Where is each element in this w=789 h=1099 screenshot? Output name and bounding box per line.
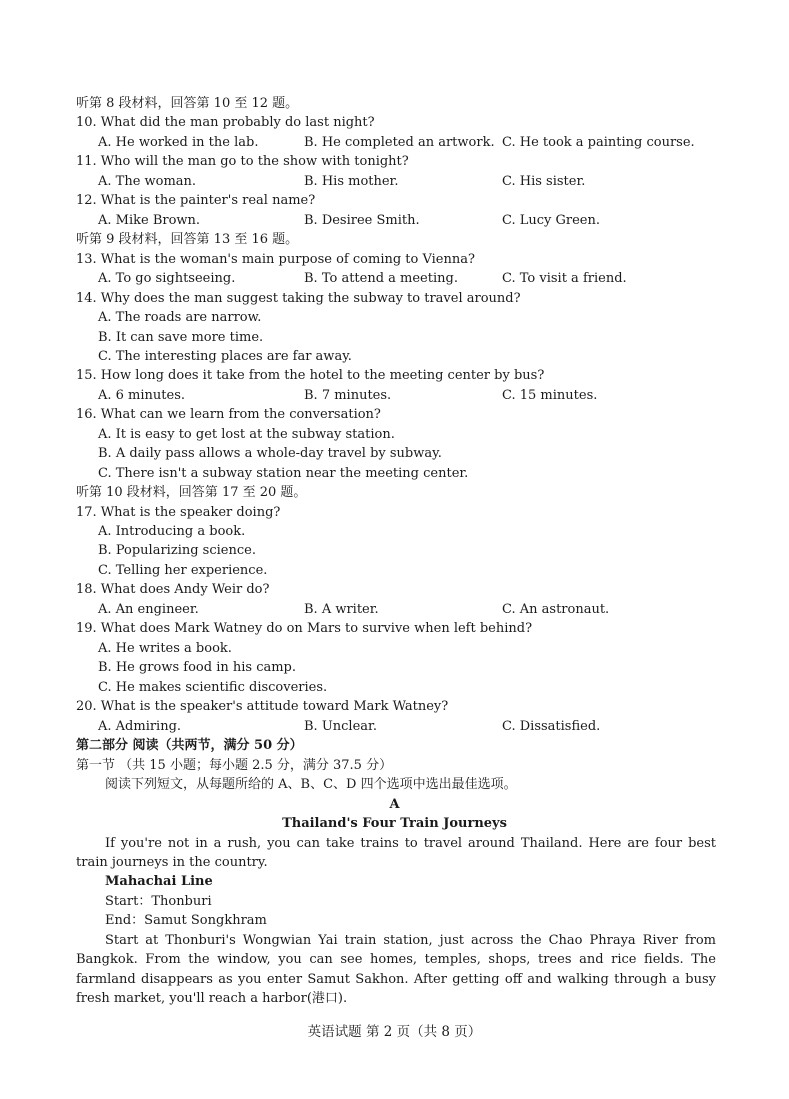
section-intro-8: 听第 8 段材料，回答第 10 至 12 题。	[76, 96, 299, 111]
question-17-option-a: A. Introducing a book.	[98, 524, 246, 539]
section-intro-10: 听第 10 段材料，回答第 17 至 20 题。	[76, 485, 307, 500]
body-line-1: Start at Thonburi's Wongwian Yai train station, just across the Chao Phraya River from	[105, 933, 716, 948]
question-14-option-b: B. It can save more time.	[98, 330, 264, 345]
option-c: C. He took a painting course.	[502, 135, 695, 150]
question-19: 19. What does Mark Watney do on Mars to survive when left behind?	[76, 621, 533, 636]
question-16-option-c: C. There isn't a subway station near the meeting center.	[98, 466, 469, 481]
question-10: 10. What did the man probably do last night?	[76, 115, 375, 130]
intro-line-2: train journeys in the country.	[76, 855, 268, 870]
question-11: 11. Who will the man go to the show with tonight?	[76, 154, 409, 169]
line-name: Mahachai Line	[105, 874, 213, 889]
passage-title: Thailand's Four Train Journeys	[282, 816, 507, 831]
intro-line-1: If you're not in a rush, you can take trains to travel around Thailand. Here are four best	[105, 836, 716, 851]
question-19-option-b: B. He grows food in his camp.	[98, 660, 297, 675]
question-18: 18. What does Andy Weir do?	[76, 582, 270, 597]
question-19-option-c: C. He makes scientific discoveries.	[98, 680, 328, 695]
option-b: B. To attend a meeting.	[304, 271, 458, 286]
option-a: A. Mike Brown.	[98, 213, 201, 228]
question-17: 17. What is the speaker doing?	[76, 505, 281, 520]
option-a: A. 6 minutes.	[98, 388, 186, 403]
question-20: 20. What is the speaker's attitude toward Mark Watney?	[76, 699, 449, 714]
option-c: C. His sister.	[502, 174, 586, 189]
question-17-option-b: B. Popularizing science.	[98, 543, 256, 558]
option-b: B. 7 minutes.	[304, 388, 392, 403]
passage-letter: A	[389, 797, 400, 812]
part2-section1: 第一节 （共 15 小题；每小题 2.5 分，满分 37.5 分）	[76, 758, 393, 773]
body-line-3: farmland disappears as you enter Samut Sakhon. After getting off and walking through a busy	[76, 972, 716, 987]
part2-instruction: 阅读下列短文，从每题所给的 A、B、C、D 四个选项中选出最佳选项。	[105, 777, 517, 792]
body-line-4: fresh market, you'll reach a harbor(港口).	[76, 991, 348, 1006]
question-19-option-a: A. He writes a book.	[98, 641, 232, 656]
question-14-option-c: C. The interesting places are far away.	[98, 349, 352, 364]
question-14-option-a: A. The roads are narrow.	[98, 310, 262, 325]
option-a: A. To go sightseeing.	[98, 271, 236, 286]
option-a: A. The woman.	[98, 174, 197, 189]
option-b: B. Desiree Smith.	[304, 213, 420, 228]
question-14: 14. Why does the man suggest taking the subway to travel around?	[76, 291, 521, 306]
option-a: A. An engineer.	[98, 602, 199, 617]
question-17-option-c: C. Telling her experience.	[98, 563, 268, 578]
question-15: 15. How long does it take from the hotel to the meeting center by bus?	[76, 368, 545, 383]
option-a: A. He worked in the lab.	[98, 135, 259, 150]
question-16: 16. What can we learn from the conversation?	[76, 407, 381, 422]
body-line-2: Bangkok. From the window, you can see homes, temples, shops, trees and rice fields. The	[76, 952, 716, 967]
option-c: C. 15 minutes.	[502, 388, 598, 403]
option-b: B. He completed an artwork.	[304, 135, 495, 150]
part2-heading: 第二部分 阅读（共两节，满分 50 分）	[76, 738, 303, 753]
option-c: C. Lucy Green.	[502, 213, 601, 228]
question-16-option-a: A. It is easy to get lost at the subway station.	[98, 427, 395, 442]
line-end: End：Samut Songkhram	[105, 913, 267, 928]
page-footer: 英语试题 第 2 页（共 8 页）	[307, 1024, 482, 1040]
section-intro-9: 听第 9 段材料，回答第 13 至 16 题。	[76, 232, 299, 247]
question-12: 12. What is the painter's real name?	[76, 193, 316, 208]
option-b: B. His mother.	[304, 174, 399, 189]
option-c: C. To visit a friend.	[502, 271, 627, 286]
option-a: A. Admiring.	[98, 719, 182, 734]
option-b: B. A writer.	[304, 602, 379, 617]
option-c: C. An astronaut.	[502, 602, 610, 617]
question-16-option-b: B. A daily pass allows a whole-day travel by subway.	[98, 446, 442, 461]
line-start: Start：Thonburi	[105, 894, 212, 909]
option-c: C. Dissatisfied.	[502, 719, 601, 734]
question-13: 13. What is the woman's main purpose of coming to Vienna?	[76, 252, 475, 267]
option-b: B. Unclear.	[304, 719, 377, 734]
